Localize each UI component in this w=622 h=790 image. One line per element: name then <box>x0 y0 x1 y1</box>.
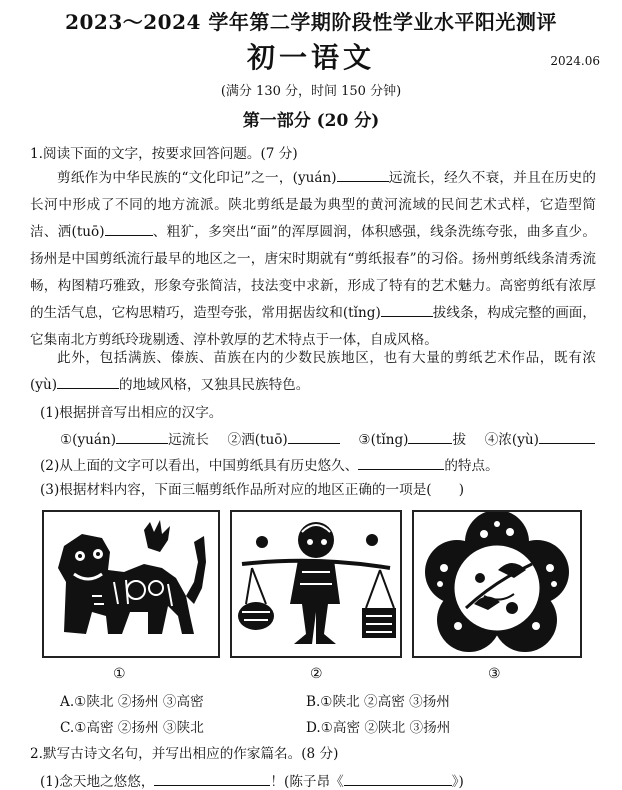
sub-question-2 <box>40 456 499 474</box>
answer-blank[interactable] <box>408 430 452 444</box>
figure-with-baskets-icon <box>232 512 400 656</box>
passage-text: 拔线条，构成完整的画面，它集南北方剪纸玲珑剔透、淳朴敦厚的艺术特点于一体，自成风格。 <box>30 305 597 348</box>
passage-text: 、粗犷，多突出“面”的浑厚圆润，体积感强，线条洗练夸张，曲多直少。扬州是中国剪纸流行最早的地区之一，唐宋时期就有“剪纸报春”的习俗。扬州剪纸线条清秀流畅，构图精巧雅致，形象夸张简洁，技法变中求新，形成了特有的艺术魅力。高密剪纸有浓厚的生活气息，它构思精巧，造型夸张，常用据齿纹和(tǐng) <box>30 224 596 321</box>
answer-blank[interactable] <box>539 430 595 444</box>
question-text: (1)念天地之悠悠， <box>40 774 155 790</box>
passage-text: 的地域风格，又独具民族特色。 <box>119 377 310 393</box>
sub-question-3-stem: (3)根据材料内容，下面三幅剪纸作品所对应的地区正确的一项是( ) <box>40 482 465 498</box>
plum-blossom-birds-icon <box>414 512 580 656</box>
image-caption-3: ③ <box>488 666 501 682</box>
answer-blank[interactable] <box>381 303 433 317</box>
question-text: 的特点。 <box>444 458 499 474</box>
answer-blank[interactable] <box>116 430 168 444</box>
sub-question-1-items <box>60 430 595 448</box>
exam-meta: (满分 130 分，时间 150 分钟) <box>220 84 402 99</box>
part-heading: 第一部分 (20 分) <box>242 111 380 131</box>
answer-blank[interactable] <box>154 772 270 786</box>
item-label: 拔 <box>452 432 467 448</box>
papercut-blossom-image <box>412 510 582 658</box>
tiger-icon <box>44 512 218 656</box>
answer-blank[interactable] <box>344 772 452 786</box>
option-d[interactable]: D.①高密 ②陕北 ③扬州 <box>306 720 451 736</box>
item-label: 远流长 <box>168 432 209 448</box>
option-c[interactable]: C.①高密 ②扬州 ③陕北 <box>60 720 204 736</box>
image-caption-2: ② <box>310 666 323 682</box>
item-label: ②洒(tuō) <box>227 432 288 448</box>
question-1-stem: 1.阅读下面的文字，按要求回答问题。(7 分) <box>30 146 298 162</box>
question-text: ！(陈子昂《 <box>270 774 344 790</box>
image-caption-1: ① <box>113 666 126 682</box>
question-text: 》) <box>451 774 464 790</box>
papercut-tiger-image <box>42 510 220 658</box>
exam-title: 初一语文 <box>246 41 375 74</box>
question-2-stem: 2.默写古诗文名句，并写出相应的作家篇名。(8 分) <box>30 746 339 762</box>
question-2-line-1 <box>40 772 464 790</box>
option-a[interactable]: A.①陕北 ②扬州 ③高密 <box>60 694 204 710</box>
exam-header: 2023～2024 学年第二学期阶段性学业水平阳光测评 <box>65 10 557 34</box>
item-label: ③(tǐng) <box>358 432 409 448</box>
answer-blank[interactable] <box>57 375 119 389</box>
question-text: (2)从上面的文字可以看出，中国剪纸具有历史悠久、 <box>40 458 359 474</box>
option-b[interactable]: B.①陕北 ②高密 ③扬州 <box>306 694 450 710</box>
answer-blank[interactable] <box>337 168 389 182</box>
passage-paragraph-2 <box>30 345 596 399</box>
answer-blank[interactable] <box>105 222 153 236</box>
exam-date: 2024.06 <box>550 54 600 68</box>
passage-paragraph-1 <box>30 165 596 354</box>
sub-question-1-stem: (1)根据拼音写出相应的汉字。 <box>40 405 223 421</box>
answer-blank[interactable] <box>288 430 340 444</box>
answer-blank[interactable] <box>358 456 444 470</box>
papercut-figure-image <box>230 510 402 658</box>
passage-text: 此外，包括满族、傣族、苗族在内的少数民族地区，也有大量的剪纸艺术作品，既有浓(yù) <box>30 350 596 393</box>
item-label: ④浓(yù) <box>484 432 539 448</box>
passage-text: 剪纸作为中华民族的“文化印记”之一，(yuán) <box>57 170 337 186</box>
passage-text: 远流长，经久不衰，并且在历史的长河中形成了不同的地方流派。陕北剪纸是最为典型的黄河流域的民间艺术式样，它造型简洁、洒(tuō) <box>30 170 596 240</box>
item-label: ①(yuán) <box>60 432 117 448</box>
